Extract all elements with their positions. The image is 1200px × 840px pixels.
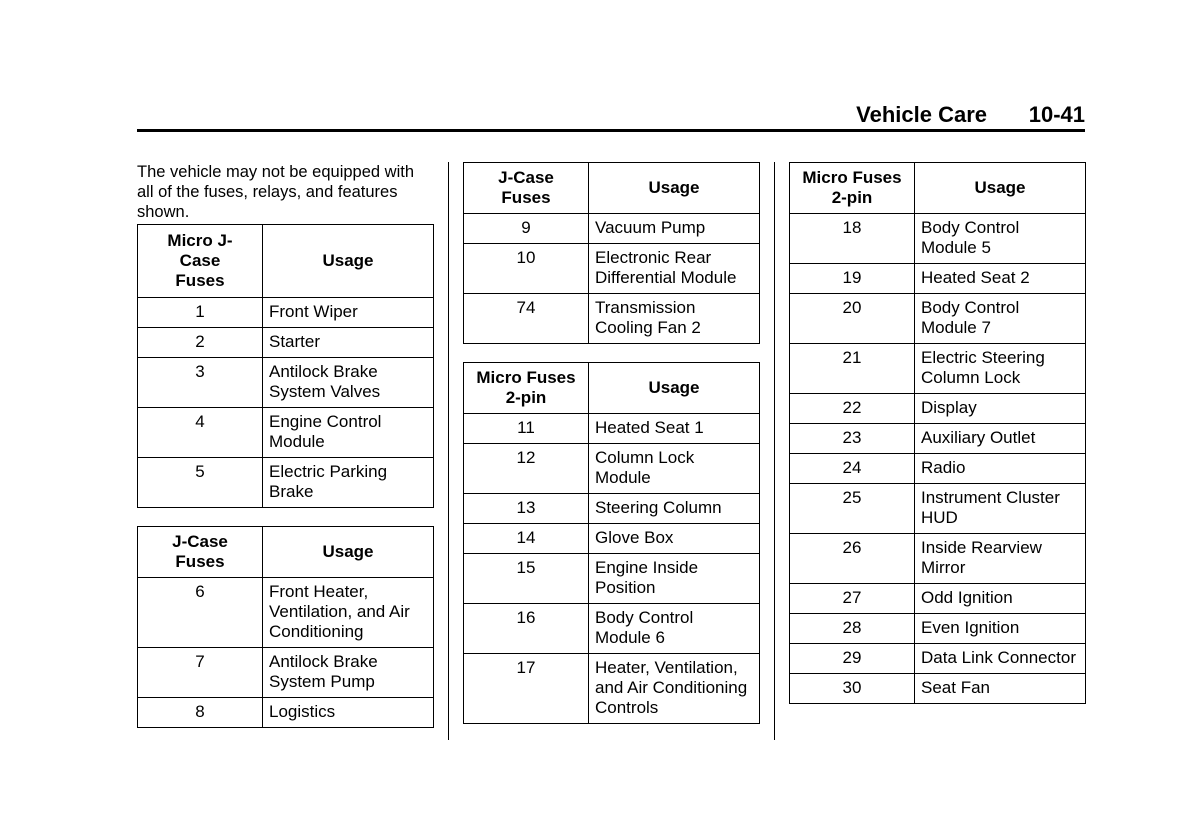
table-row [790,424,1086,454]
fuse-number: 19 [790,264,915,294]
fuse-number: 7 [138,648,263,698]
fuse-usage: Engine Control Module [263,408,434,458]
table-row [790,264,1086,294]
fuse-number: 13 [464,494,589,524]
fuse-usage: Engine Inside Position [589,554,760,604]
table-row [464,214,760,244]
fuse-table [137,526,434,728]
fuse-number: 3 [138,358,263,408]
fuse-table [137,224,434,508]
intro-text: The vehicle may not be equipped with all of the fuses, relays, and features shown. [137,163,415,221]
fuse-usage: Electronic Rear Differential Module [589,244,760,294]
usage-column-header: Usage [915,163,1086,214]
table-row [464,654,760,724]
fuse-usage: Display [915,394,1086,424]
table-row [790,344,1086,394]
left-column [137,162,434,728]
fuse-number: 20 [790,294,915,344]
table-row [464,444,760,494]
fuse-usage: Data Link Connector [915,644,1086,674]
fuse-column-header: Micro Fuses 2-pin [464,363,589,414]
fuse-number: 18 [790,214,915,264]
fuse-usage: Odd Ignition [915,584,1086,614]
fuse-number: 27 [790,584,915,614]
fuse-number: 26 [790,534,915,584]
fuse-usage: Electric Parking Brake [263,458,434,508]
page-number: 10-41 [1028,102,1085,127]
fuse-number: 25 [790,484,915,534]
table-row [138,578,434,648]
table-row [138,298,434,328]
fuse-usage: Body Control Module 6 [589,604,760,654]
fuse-number: 22 [790,394,915,424]
table-row [464,244,760,294]
fuse-usage: Logistics [263,698,434,728]
fuse-usage: Antilock Brake System Valves [263,358,434,408]
fuse-usage: Seat Fan [915,674,1086,704]
fuse-usage: Vacuum Pump [589,214,760,244]
fuse-number: 5 [138,458,263,508]
section-title: Vehicle Care [856,102,987,127]
fuse-number: 16 [464,604,589,654]
fuse-usage: Inside Rearview Mirror [915,534,1086,584]
fuse-usage: Transmission Cooling Fan 2 [589,294,760,344]
table-row [464,604,760,654]
fuse-number: 9 [464,214,589,244]
fuse-number: 11 [464,414,589,444]
fuse-number: 12 [464,444,589,494]
fuse-number: 74 [464,294,589,344]
right-column [789,162,1086,704]
fuse-table [789,162,1086,704]
fuse-column-header: Micro J-Case Fuses [138,225,263,298]
fuse-column-header: Micro Fuses 2-pin [790,163,915,214]
fuse-number: 21 [790,344,915,394]
fuse-number: 8 [138,698,263,728]
table-row [790,394,1086,424]
fuse-usage: Heater, Ventilation, and Air Conditioning Controls [589,654,760,724]
fuse-usage: Steering Column [589,494,760,524]
table-row [790,294,1086,344]
usage-column-header: Usage [589,163,760,214]
fuse-usage: Column Lock Module [589,444,760,494]
table-row [790,214,1086,264]
middle-column [463,162,760,724]
fuse-number: 24 [790,454,915,484]
fuse-column-header: J-Case Fuses [138,527,263,578]
fuse-table [463,362,760,724]
table-row [138,458,434,508]
table-row [138,358,434,408]
fuse-usage: Heated Seat 2 [915,264,1086,294]
table-row [790,674,1086,704]
table-row [790,534,1086,584]
fuse-number: 29 [790,644,915,674]
table-row [138,408,434,458]
fuse-number: 23 [790,424,915,454]
fuse-number: 6 [138,578,263,648]
fuse-usage: Even Ignition [915,614,1086,644]
fuse-usage: Front Heater, Ventilation, and Air Conditioning [263,578,434,648]
fuse-number: 17 [464,654,589,724]
table-row [790,454,1086,484]
fuse-number: 28 [790,614,915,644]
page-header [137,100,1085,132]
table-row [464,414,760,444]
usage-column-header: Usage [589,363,760,414]
table-row [790,484,1086,534]
table-row [790,644,1086,674]
table-row [790,584,1086,614]
fuse-usage: Radio [915,454,1086,484]
fuse-number: 1 [138,298,263,328]
fuse-table [463,162,760,344]
table-row [464,524,760,554]
table-row [790,614,1086,644]
fuse-usage: Electric Steering Column Lock [915,344,1086,394]
table-row [138,648,434,698]
fuse-usage: Starter [263,328,434,358]
column-divider [448,162,449,740]
table-row [464,294,760,344]
fuse-number: 10 [464,244,589,294]
fuse-number: 2 [138,328,263,358]
fuse-usage: Body Control Module 7 [915,294,1086,344]
column-divider [774,162,775,740]
fuse-number: 15 [464,554,589,604]
usage-column-header: Usage [263,527,434,578]
table-row [138,698,434,728]
fuse-usage: Glove Box [589,524,760,554]
fuse-usage: Body Control Module 5 [915,214,1086,264]
table-row [464,494,760,524]
fuse-usage: Auxiliary Outlet [915,424,1086,454]
fuse-usage: Heated Seat 1 [589,414,760,444]
fuse-usage: Antilock Brake System Pump [263,648,434,698]
fuse-usage: Front Wiper [263,298,434,328]
fuse-column-header: J-Case Fuses [464,163,589,214]
fuse-number: 30 [790,674,915,704]
fuse-usage: Instrument Cluster HUD [915,484,1086,534]
table-row [464,554,760,604]
fuse-number: 4 [138,408,263,458]
fuse-number: 14 [464,524,589,554]
table-row [138,328,434,358]
usage-column-header: Usage [263,225,434,298]
